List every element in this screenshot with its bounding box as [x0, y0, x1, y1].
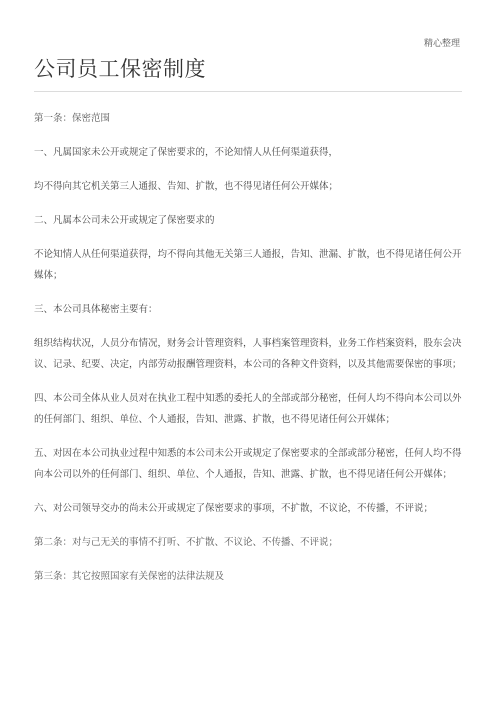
article-3: 第三条：其它按照国家有关保密的法律法规及: [34, 571, 225, 582]
clause-2-body: 不论知情人从任何渠道获得，均不得向其他无关第三人通报，告知、泄漏、扩散，也不得见诸任何公开媒体；: [34, 249, 462, 281]
clause-1-line-1: 一、凡属国家未公开或规定了保密要求的，不论知情人从任何渠道获得，: [34, 147, 339, 158]
document-body: [34, 108, 464, 600]
clause-3-body: 组织结构状况，人员分布情况，财务会计管理资料，人事档案管理资料，业务工作档案资料，股东会决议、记录、纪要、决定，内部劳动报酬管理资料，本公司的各种文件资料，以及其他需要保密的事项；: [34, 338, 462, 370]
clause-3-heading: 三、本公司具体秘密主要有：: [34, 304, 158, 315]
clause-4: 四、本公司全体从业人员对在执业工程中知悉的委托人的全部或部分秘密，任何人均不得向本公司以外的任何部门、组织、单位、个人通报，告知、泄露、扩散，也不得见诸任何公开媒体；: [34, 393, 462, 425]
clause-5: 五、对因在本公司执业过程中知悉的本公司未公开或规定了保密要求的全部或部分秘密，任何人均不得向本公司以外的任何部门、组织、单位、个人通报，告知、泄露、扩散，也不得见诸任何公开媒体；: [34, 448, 462, 480]
clause-6: 六、对公司领导交办的尚未公开或规定了保密要求的事项，不扩散，不议论，不传播，不评说；: [34, 503, 434, 514]
header-note: 精心整理: [423, 39, 460, 49]
title-divider: [34, 91, 462, 92]
document-title: 公司员工保密制度: [34, 57, 206, 81]
article-2: 第二条：对与己无关的事情不打听、不扩散、不议论、不传播、不评说；: [34, 537, 339, 548]
clause-2-heading: 二、凡属本公司未公开或规定了保密要求的: [34, 215, 215, 226]
clause-1-line-2: 均不得向其它机关第三人通报、告知、扩散，也不得见诸任何公开媒体；: [34, 181, 339, 192]
article-1-heading: 第一条：保密范围: [34, 113, 111, 124]
